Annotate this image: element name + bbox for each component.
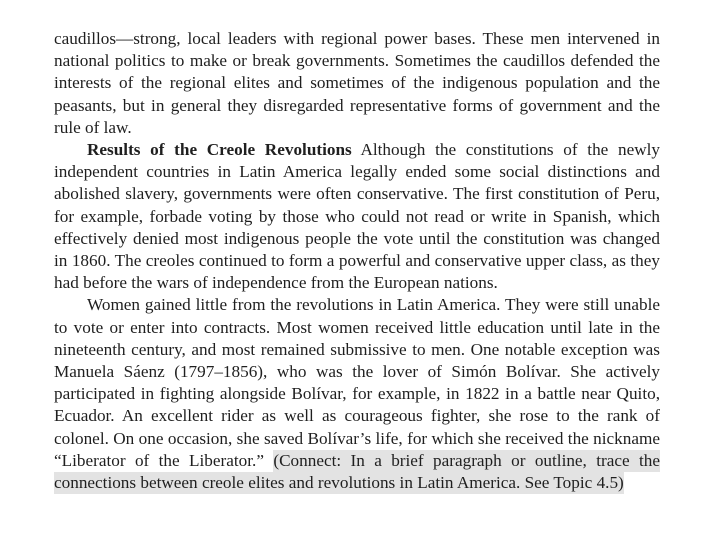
section-heading: Results of the Creole Revolutions [87,140,352,160]
document-page [54,28,660,494]
paragraph-caudillos: caudillos—strong, local leaders with regional power bases. These men intervened in national politics to make or break governments. Sometimes the caudillos defended the interests of the regional elites and sometimes of the indigenous population and the peasants, but in general they disregarded representative forms of government and the rule of law. [54,29,660,137]
paragraph-women-body: Women gained little from the revolutions in Latin America. They were still unable to vote or enter into contracts. Most women received little education until late in the nineteenth century, and most remained submissive to men. One notable exception was Manuela Sáenz (1797–1856), who was the lover of Simón Bolívar. She actively participated in fighting alongside Bolívar, for example, in 1822 in a battle near Quito, Ecuador. An excellent rider as well as courageous fighter, she rose to the rank of colonel. On one occasion, she saved Bolívar’s life, for which she received the nickname “Liberator of the Liberator.” [54,295,660,470]
paragraph-women [54,294,660,494]
paragraph-creole-results [54,139,660,294]
paragraph-creole-results-body: Although the constitutions of the newly independent countries in Latin America legally ended some social distinctions and abolished slavery, governments were often conservative. The first constitution of Peru, for example, forbade voting by those who could not read or write in Spanish, which effectively denied most indigenous people the vote until the constitution was changed in 1860. The creoles continued to form a powerful and conservative upper class, as they had before the wars of independence from the European nations. [54,140,660,293]
connect-prompt: (Connect: In a brief paragraph or outline, trace the connections between creole elites and revolutions in Latin America. See Topic 4.5) [54,450,661,493]
